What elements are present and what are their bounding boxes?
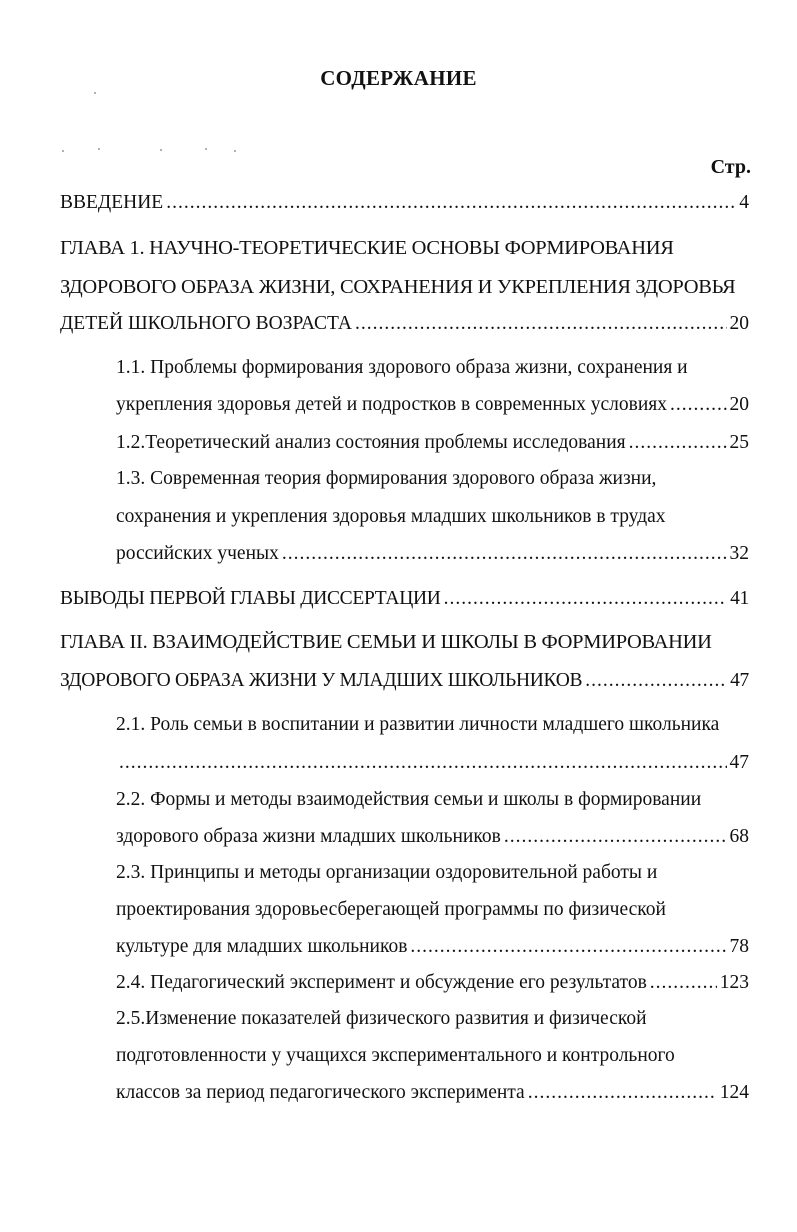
toc-entry-page: 124 <box>719 1082 749 1103</box>
toc-entry-page: 20 <box>729 313 749 334</box>
toc-entry-page: 123 <box>719 972 749 993</box>
toc-entry-title: ВЫВОДЫ ПЕРВОЙ ГЛАВЫ ДИССЕРТАЦИИ <box>60 588 441 609</box>
toc-entry-page: 47 <box>730 670 749 691</box>
toc-entry-line: 2.1. Роль семьи в воспитании и развитии личности младшего школьника <box>116 714 720 735</box>
toc-entry-page: 41 <box>730 588 749 609</box>
leader-dots <box>670 393 727 417</box>
scan-speck <box>94 92 96 94</box>
toc-entry-chapter-1[interactable] <box>60 312 749 336</box>
toc-entry-line: 2.2. Формы и методы взаимодействия семьи и школы в формировании <box>116 789 702 810</box>
toc-entry-line: ГЛАВА 1. НАУЧНО-ТЕОРЕТИЧЕСКИЕ ОСНОВЫ ФОРМИРОВАНИЯ <box>60 237 674 259</box>
toc-entry-line: подготовленности у учащихся экспериментального и контрольного <box>116 1045 675 1066</box>
toc-entry-page: 78 <box>729 936 749 957</box>
toc-entry-line: 1.3. Современная теория формирования здорового образа жизни, <box>116 468 657 489</box>
scan-speck <box>98 148 100 150</box>
scan-speck <box>62 150 64 152</box>
toc-entry-page: 47 <box>729 752 749 773</box>
toc-entry-title: ЗДОРОВОГО ОБРАЗА ЖИЗНИ У МЛАДШИХ ШКОЛЬНИКОВ <box>60 670 583 691</box>
toc-entry-2-3[interactable] <box>116 935 749 959</box>
toc-entry-1-3[interactable] <box>116 542 749 566</box>
toc-entry-1-1[interactable] <box>116 393 749 417</box>
leader-dots <box>119 751 727 775</box>
toc-entry-chapter-2[interactable] <box>60 669 749 693</box>
toc-entry-page: 4 <box>739 192 749 213</box>
leader-dots <box>282 542 727 566</box>
toc-entry-1-2[interactable] <box>116 431 749 455</box>
toc-entry-title: российских ученых <box>116 543 279 564</box>
leader-dots <box>504 825 727 849</box>
scan-speck <box>160 149 162 151</box>
toc-entry-2-5[interactable] <box>116 1081 749 1105</box>
toc-entry-page: 68 <box>729 826 749 847</box>
toc-entry-2-2[interactable] <box>116 825 749 849</box>
leader-dots <box>629 431 727 455</box>
toc-entry-title: классов за период педагогического эксперимента <box>116 1082 525 1103</box>
toc-entry-line: 2.3. Принципы и методы организации оздоровительной работы и <box>116 862 658 883</box>
toc-entry-line: 2.5.Изменение показателей физического развития и физической <box>116 1008 647 1029</box>
toc-entry-page: 25 <box>729 432 749 453</box>
leader-dots <box>585 669 727 693</box>
toc-entry-title: укрепления здоровья детей и подростков в современных условиях <box>116 394 667 415</box>
leader-dots <box>166 191 736 215</box>
toc-entry-line: проектирования здоровьесберегающей программы по физической <box>116 899 666 920</box>
scan-speck <box>205 148 207 150</box>
toc-entry-2-1[interactable] <box>116 751 749 775</box>
toc-entry-title: здорового образа жизни младших школьников <box>116 826 501 847</box>
leader-dots <box>355 312 727 336</box>
toc-entry-page: 20 <box>729 394 749 415</box>
toc-entry-conclusions[interactable] <box>60 587 749 611</box>
leader-dots <box>410 935 726 959</box>
leader-dots <box>444 587 728 611</box>
page-title: СОДЕРЖАНИЕ <box>320 66 477 90</box>
toc-entry-title: ДЕТЕЙ ШКОЛЬНОГО ВОЗРАСТА <box>60 313 352 334</box>
toc-entry-line: 1.1. Проблемы формирования здорового образа жизни, сохранения и <box>116 357 688 378</box>
toc-entry-introduction[interactable] <box>60 191 749 215</box>
leader-dots <box>650 971 717 995</box>
toc-entry-page: 32 <box>729 543 749 564</box>
leader-dots <box>528 1081 717 1105</box>
toc-entry-title: 2.4. Педагогический эксперимент и обсуждение его результатов <box>116 972 647 993</box>
toc-entry-title: ВВЕДЕНИЕ <box>60 192 164 213</box>
toc-entry-title: культуре для младших школьников <box>116 936 408 957</box>
toc-entry-line: ГЛАВА II. ВЗАИМОДЕЙСТВИЕ СЕМЬИ И ШКОЛЫ В ФОРМИРОВАНИИ <box>60 631 712 653</box>
toc-entry-line: ЗДОРОВОГО ОБРАЗА ЖИЗНИ, СОХРАНЕНИЯ И УКРЕПЛЕНИЯ ЗДОРОВЬЯ <box>60 276 736 298</box>
scan-speck <box>234 150 236 152</box>
toc-entry-title: 1.2.Теоретический анализ состояния проблемы исследования <box>116 432 626 453</box>
toc-entry-2-4[interactable] <box>116 971 749 995</box>
page-column-label: Стр. <box>710 156 751 178</box>
toc-entry-line: сохранения и укрепления здоровья младших школьников в трудах <box>116 506 666 527</box>
